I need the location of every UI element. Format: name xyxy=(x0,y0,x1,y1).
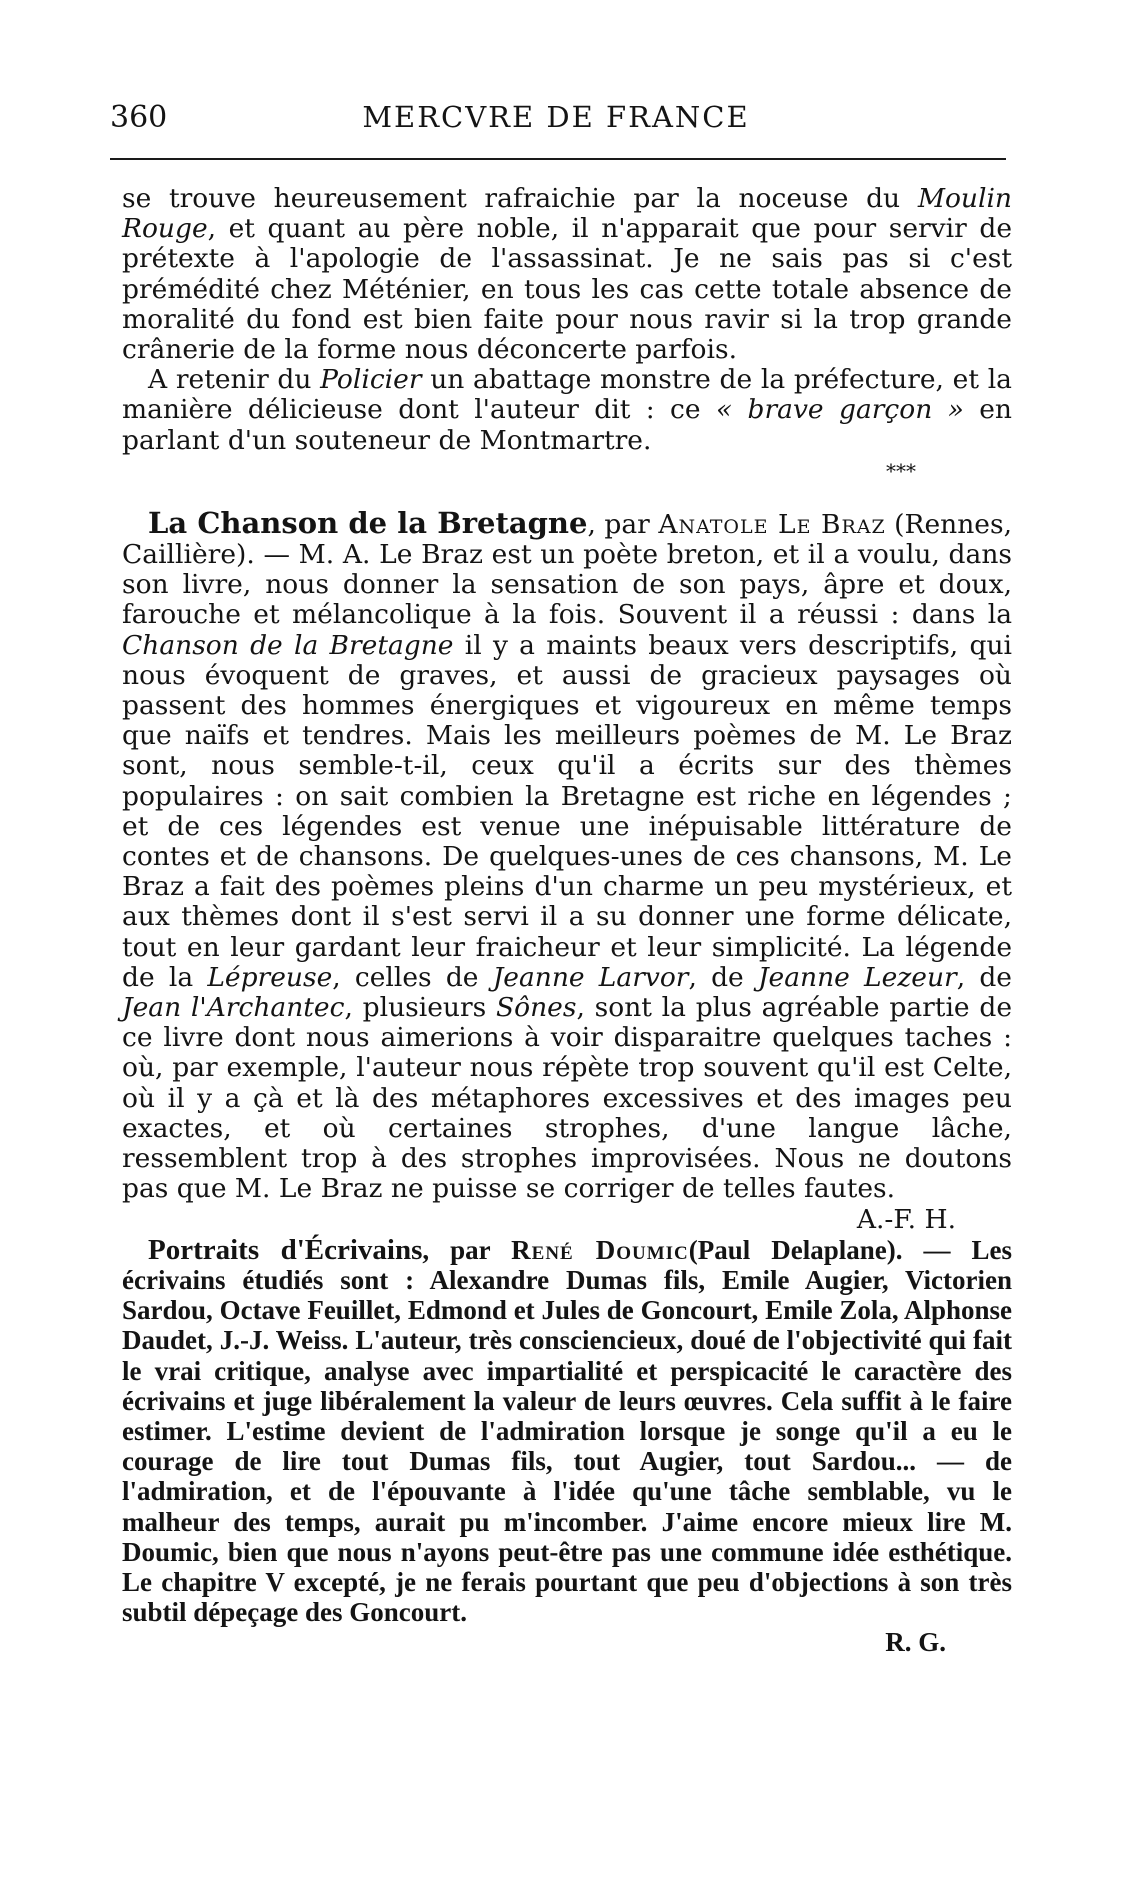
spacer xyxy=(122,486,1012,508)
work-title: Chanson de la Bretagne xyxy=(122,629,454,661)
book-publisher: (Paul Delaplane). xyxy=(688,1234,903,1265)
text-run: — Les écrivains étudiés sont : Alexandre Dumas fils, Emile Augier, Victorien Sardou, Octave Feuillet, Edmond et Jules de Goncourt, Emile Zola, Alphonse Daudet, J.-J. Weiss. L'auteur, très consciencieux, doué de l'objectivité qui fait le vrai critique, analyse avec impartialité et perspicacité le caractère des écrivains et juge libéralement la valeur de leurs œuvres. Cela suffit à le faire estimer. L'estime devient de l'admiration lorsque je songe qu'il a eu le courage de lire tout Dumas fils, tout Augier, tout Sardou... — de l'admiration, et de l'épouvante à l'idée qu'une tâche semblable, vu le malheur des temps, aurait pu m'incomber. J'aime encore mieux lire M. Doumic, bien que nous n'ayons peut-être pas une commune idée esthétique. Le chapitre V excepté, je ne ferais pourtant que peu d'objections à son très subtil dépeçage des Goncourt. xyxy=(122,1234,1012,1628)
book-title: Portraits d'Écrivains xyxy=(148,1233,423,1266)
text-run: il y a maints beaux vers descriptifs, qui nous évoquent de graves, et aussi de gracieux paysages où passent des hommes énergiques et vigoureux en même temps que naïfs et tendres. Mais les meilleurs poèmes de M. Le Braz sont, nous semble-t-il, ceux qu'il a écrits sur des thèmes populaires : on sait combien la Bretagne est riche en légendes ; et de ces légendes est venue une inépuisable littérature de contes et de chansons. De quelques-unes de ces chansons, M. Le Braz a fait des poèmes pleins d'un charme un peu mystérieux, et aux thèmes dont il s'est servi il a su donner une forme délicate, tout en leur gardant leur fraicheur et leur simplicité. La légende de la xyxy=(122,629,1012,993)
page-number: 360 xyxy=(110,100,168,135)
text-run: , celles de xyxy=(332,961,493,993)
text-run: A retenir du xyxy=(148,364,321,396)
book-author: Anatole Le Braz xyxy=(658,508,886,540)
text-run: , sont la plus agréable partie de ce livre dont nous aimerions à voir disparaitre quelques taches : où, par exemple, l'auteur nous répète trop souvent qu'il est Celte, où il y a çà et là des métaphores excessives et des images peu exactes, et où certaines strophes, d'une langue lâche, ressemblent trop à des strophes improvisées. Nous ne doutons pas que M. Le Braz ne puisse se corriger de telles fautes. xyxy=(122,992,1013,1205)
work-title: Jeanne Lezeur xyxy=(757,961,957,993)
review-entry-portraits xyxy=(122,1235,1012,1628)
text-run: , de xyxy=(956,961,1012,993)
text-run: (Rennes, Caillière). — M. A. Le Braz est un poète breton, et il a voulu, dans son livre, nous donner la sensation de son pays, âpre et doux, farouche et mélancolique à la fois. Souvent il a réussi : dans la xyxy=(122,508,1012,631)
text-run: , et quant au père noble, il n'apparait que pour servir de prétexte à l'apologie de l'assassinat. Je ne sais pas si c'est prémédité chez Méténier, en tous les cas cette totale absence de moralité du fond est bien faite pour nous ravir si la trop grande crânerie de la forme nous déconcerte parfois. xyxy=(122,213,1012,366)
page-body xyxy=(122,184,1012,1658)
work-title: Lépreuse xyxy=(207,961,333,993)
running-title: MERCVRE DE FRANCE xyxy=(362,100,750,134)
header-rule xyxy=(110,158,1006,160)
book-author: René Doumic xyxy=(511,1234,689,1265)
review-paragraph xyxy=(122,365,1012,456)
text-run: , par xyxy=(587,508,659,540)
work-title: Jeanne Larvor xyxy=(492,961,689,993)
text-run: , de xyxy=(688,961,758,993)
review-continuation-paragraph xyxy=(122,184,1012,365)
text-run: se trouve heureusement rafraichie par la noceuse du xyxy=(122,183,918,214)
reviewer-signature: R. G. xyxy=(885,1627,946,1658)
book-title: La Chanson de la Bretagne xyxy=(148,505,588,540)
work-title: Sônes xyxy=(496,992,577,1024)
quoted-phrase: « brave garçon » xyxy=(715,394,964,426)
reviewer-signature: A.-F. H. xyxy=(856,1203,956,1235)
text-run: , par xyxy=(422,1234,512,1265)
text-run: en parlant d'un souteneur de Montmartre. xyxy=(122,394,1012,456)
work-title: Moulin Rouge xyxy=(122,183,1012,245)
text-run: un abattage monstre de la préfecture, et la manière délicieuse dont l'auteur dit : ce xyxy=(122,364,1012,426)
review-entry-chanson xyxy=(122,505,1013,1205)
page-header xyxy=(108,96,1004,136)
work-title: Jean l'Archantec xyxy=(122,992,345,1024)
work-title: Policier xyxy=(320,364,422,396)
section-ornament: *** xyxy=(886,458,916,483)
text-run: , plusieurs xyxy=(344,992,496,1024)
